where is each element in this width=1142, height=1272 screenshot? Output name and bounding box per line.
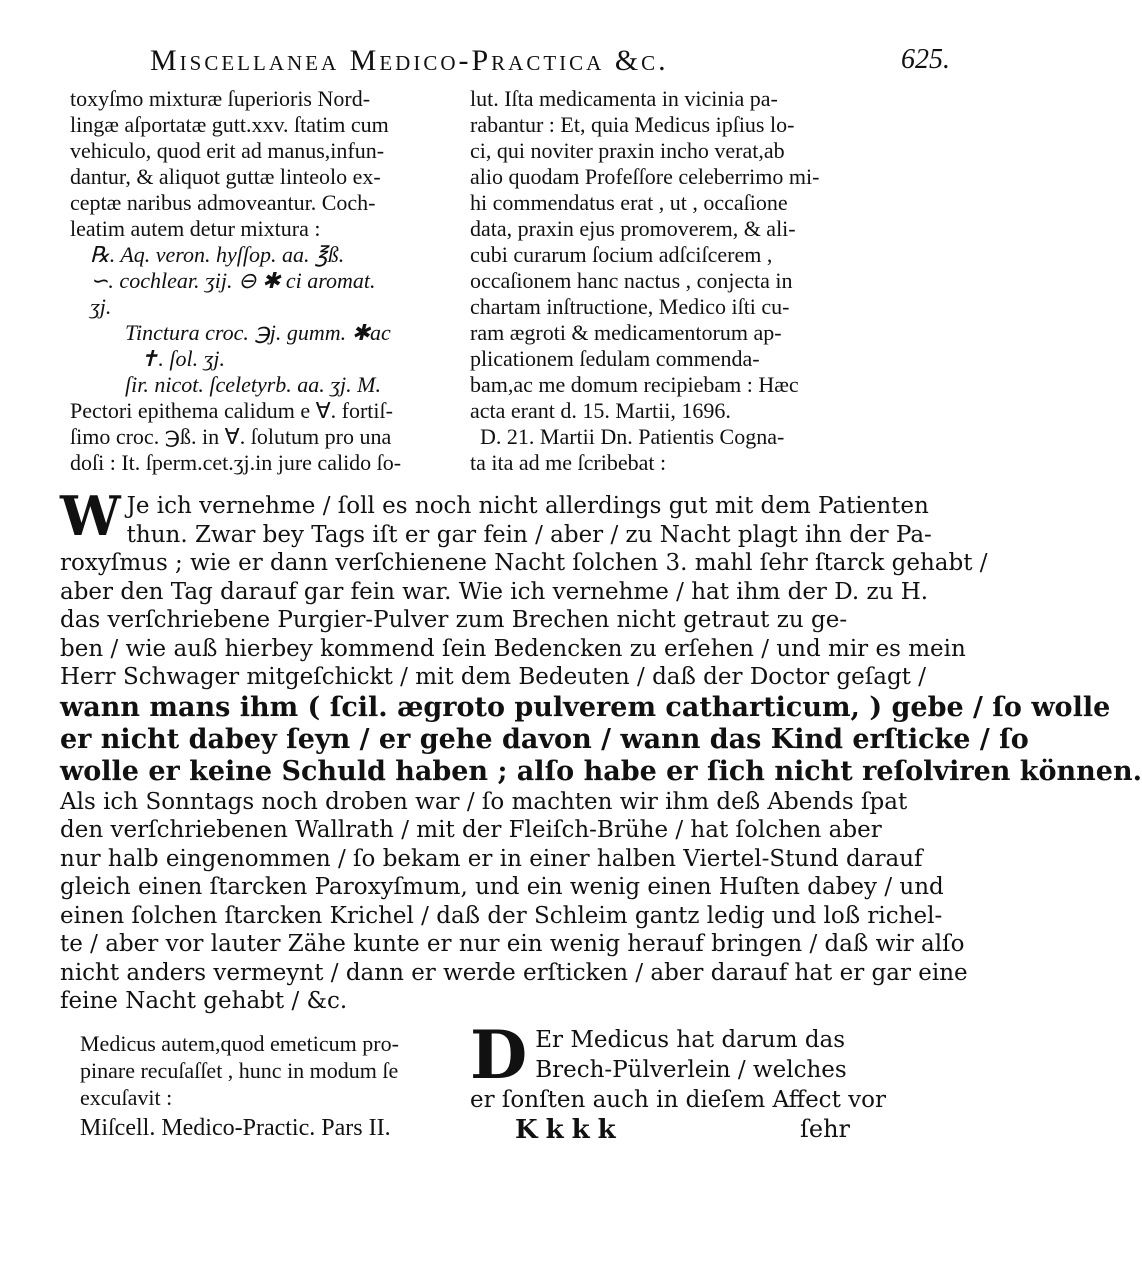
page-number: 625. xyxy=(901,44,950,75)
text-line: lut. Iſta medicamenta in vicinia pa- xyxy=(470,86,778,111)
letter-line: Herr Schwager mitgeſchickt / mit dem Bedeuten / daß der Doctor geſagt / xyxy=(60,664,926,690)
letter-line: nur halb eingenommen / ſo bekam er in einer halben Viertel-Stund darauf xyxy=(60,845,923,872)
text-line: Medicus autem,quod emeticum pro- xyxy=(80,1031,399,1056)
drop-cap: D xyxy=(470,1016,528,1094)
text-line: leatim autem detur mixtura : xyxy=(70,216,321,241)
text-line: hi commendatus erat , ut , occaſione xyxy=(470,190,788,215)
text-line: ta ita ad me ſcribebat : xyxy=(470,450,667,475)
text-line: vehiculo, quod erit ad manus,infun- xyxy=(70,138,385,163)
letter-line: einen ſolchen ſtarcken Krichel / daß der Schleim gantz ledig und loß richel- xyxy=(60,902,943,929)
page-header xyxy=(150,44,950,84)
recipe-line: Tinctura croc. ℈j. gumm. ✱ac xyxy=(125,320,391,345)
text-line: occaſionem hanc nactus , conjecta in xyxy=(470,268,793,293)
text-line: alio quodam Profeſſore celeberrimo mi- xyxy=(470,164,820,189)
text-line: acta erant d. 15. Martii, 1696. xyxy=(470,398,731,423)
text-line: dantur, & aliquot guttæ linteolo ex- xyxy=(70,164,381,189)
recipe-line: ∽. cochlear. ʒij. ⊖ ✱ ci aromat. xyxy=(90,268,376,293)
right-column xyxy=(470,86,850,476)
letter-line-text: Je ich vernehme / ſoll es noch nicht allerdings gut mit dem Patienten xyxy=(126,493,929,519)
signature-mark: Kkkk xyxy=(515,1115,624,1145)
bottom-right-paragraph xyxy=(470,1016,886,1115)
text-line: chartam inſtructione, Medico iſti cu- xyxy=(470,294,790,319)
letter-line: aber den Tag darauf gar fein war. Wie ich vernehme / hat ihm der D. zu H. xyxy=(60,578,929,605)
letter-line: feine Nacht gehabt / &c. xyxy=(60,988,348,1014)
letter-line: te / aber vor lauter Zähe kunte er nur ein wenig herauf bringen / daß wir alſo xyxy=(60,931,965,957)
text-line: lingæ aſportatæ gutt.xxv. ſtatim cum xyxy=(70,112,389,137)
text-line: er ſonſten auch in dieſem Affect vor xyxy=(470,1087,886,1113)
text-line: D. 21. Martii Dn. Patientis Cogna- xyxy=(480,424,785,449)
text-line: data, praxin ejus promoverem, & ali- xyxy=(470,216,796,241)
signature-line: Miſcell. Medico-Practic. Pars II. xyxy=(80,1115,391,1141)
text-line: rabantur : Et, quia Medicus ipſius lo- xyxy=(470,112,795,137)
recipe-line: ʒj. xyxy=(90,294,112,319)
text-line: Er Medicus hat darum das xyxy=(535,1027,846,1053)
text-line: toxyſmo mixturæ ſuperioris Nord- xyxy=(70,86,371,111)
text-line: ceptæ naribus admoveantur. Coch- xyxy=(70,190,376,215)
letter-line: Als ich Sonntags noch droben war / ſo machten wir ihm deß Abends ſpat xyxy=(60,788,908,815)
text-line: excuſavit : xyxy=(80,1085,173,1110)
letter-line: nicht anders vermeynt / dann er werde erſticken / aber darauf hat er gar eine xyxy=(60,959,968,986)
text-line: ci, qui noviter praxin incho verat,ab xyxy=(470,138,785,163)
text-line: ram ægroti & medicamentorum ap- xyxy=(470,320,782,345)
letter-line: roxyſmus ; wie er dann verſchienene Nacht ſolchen 3. mahl ſehr ſtarck gehabt / xyxy=(60,550,988,576)
text-line: doſi : It. ſperm.cet.ʒj.in jure calido ſo- xyxy=(70,450,402,475)
recipe-line: ℞. Aq. veron. hyſſop. aa. ℥ß. xyxy=(90,242,345,267)
letter-line: gleich einen ſtarcken Paroxyſmum, und ein wenig einen Huſten dabey / und xyxy=(60,874,944,900)
text-line: cubi curarum ſocium adſciſcerem , xyxy=(470,242,773,267)
text-line: ſimo croc. ℈ß. in ∀. ſolutum pro una xyxy=(70,424,392,449)
drop-cap: W xyxy=(60,484,121,548)
text-line: bam,ac me domum recipiebam : Hæc xyxy=(470,372,799,397)
left-column xyxy=(70,86,460,476)
letter-line: den verſchriebenen Wallrath / mit der Fleiſch-Brühe / hat ſolchen aber xyxy=(60,817,882,843)
letter-line: thun. Zwar bey Tags iſt er gar fein / aber / zu Nacht plagt ihn der Pa- xyxy=(126,521,932,548)
letter-line: wann mans ihm ( ſcil. ægroto pulverem catharticum, ) gebe / ſo wolle xyxy=(60,691,1111,723)
bottom-left-paragraph xyxy=(80,1030,460,1111)
text-line: plicationem ſedulam commenda- xyxy=(470,346,760,371)
running-head: Miscellanea Medico-Practica &c. xyxy=(150,44,669,77)
text-line: pinare recuſaſſet , hunc in modum ſe xyxy=(80,1058,399,1083)
text-line: Brech-Pülverlein / welches xyxy=(535,1057,847,1083)
letter-line: das verſchriebene Purgier-Pulver zum Brechen nicht getraut zu ge- xyxy=(60,607,848,633)
letter-line: er nicht dabey ſeyn / er gehe davon / wann das Kind erſticke / ſo xyxy=(60,723,1029,755)
text-line: Pectori epithema calidum e ∀. fortiſ- xyxy=(70,398,393,423)
german-letter xyxy=(60,484,1142,1016)
letter-line: wolle er keine Schuld haben ; alſo habe er ſich nicht reſolviren können. xyxy=(60,755,1142,787)
catchword: ſehr xyxy=(800,1115,851,1143)
prescription xyxy=(70,242,460,398)
letter-line: ben / wie auß hierbey kommend ſein Bedencken zu erſehen / und mir es mein xyxy=(60,635,966,662)
recipe-line: ✝. ſol. ʒj. xyxy=(140,346,226,371)
recipe-line: ſir. nicot. ſceletyrb. aa. ʒj. M. xyxy=(125,372,381,397)
